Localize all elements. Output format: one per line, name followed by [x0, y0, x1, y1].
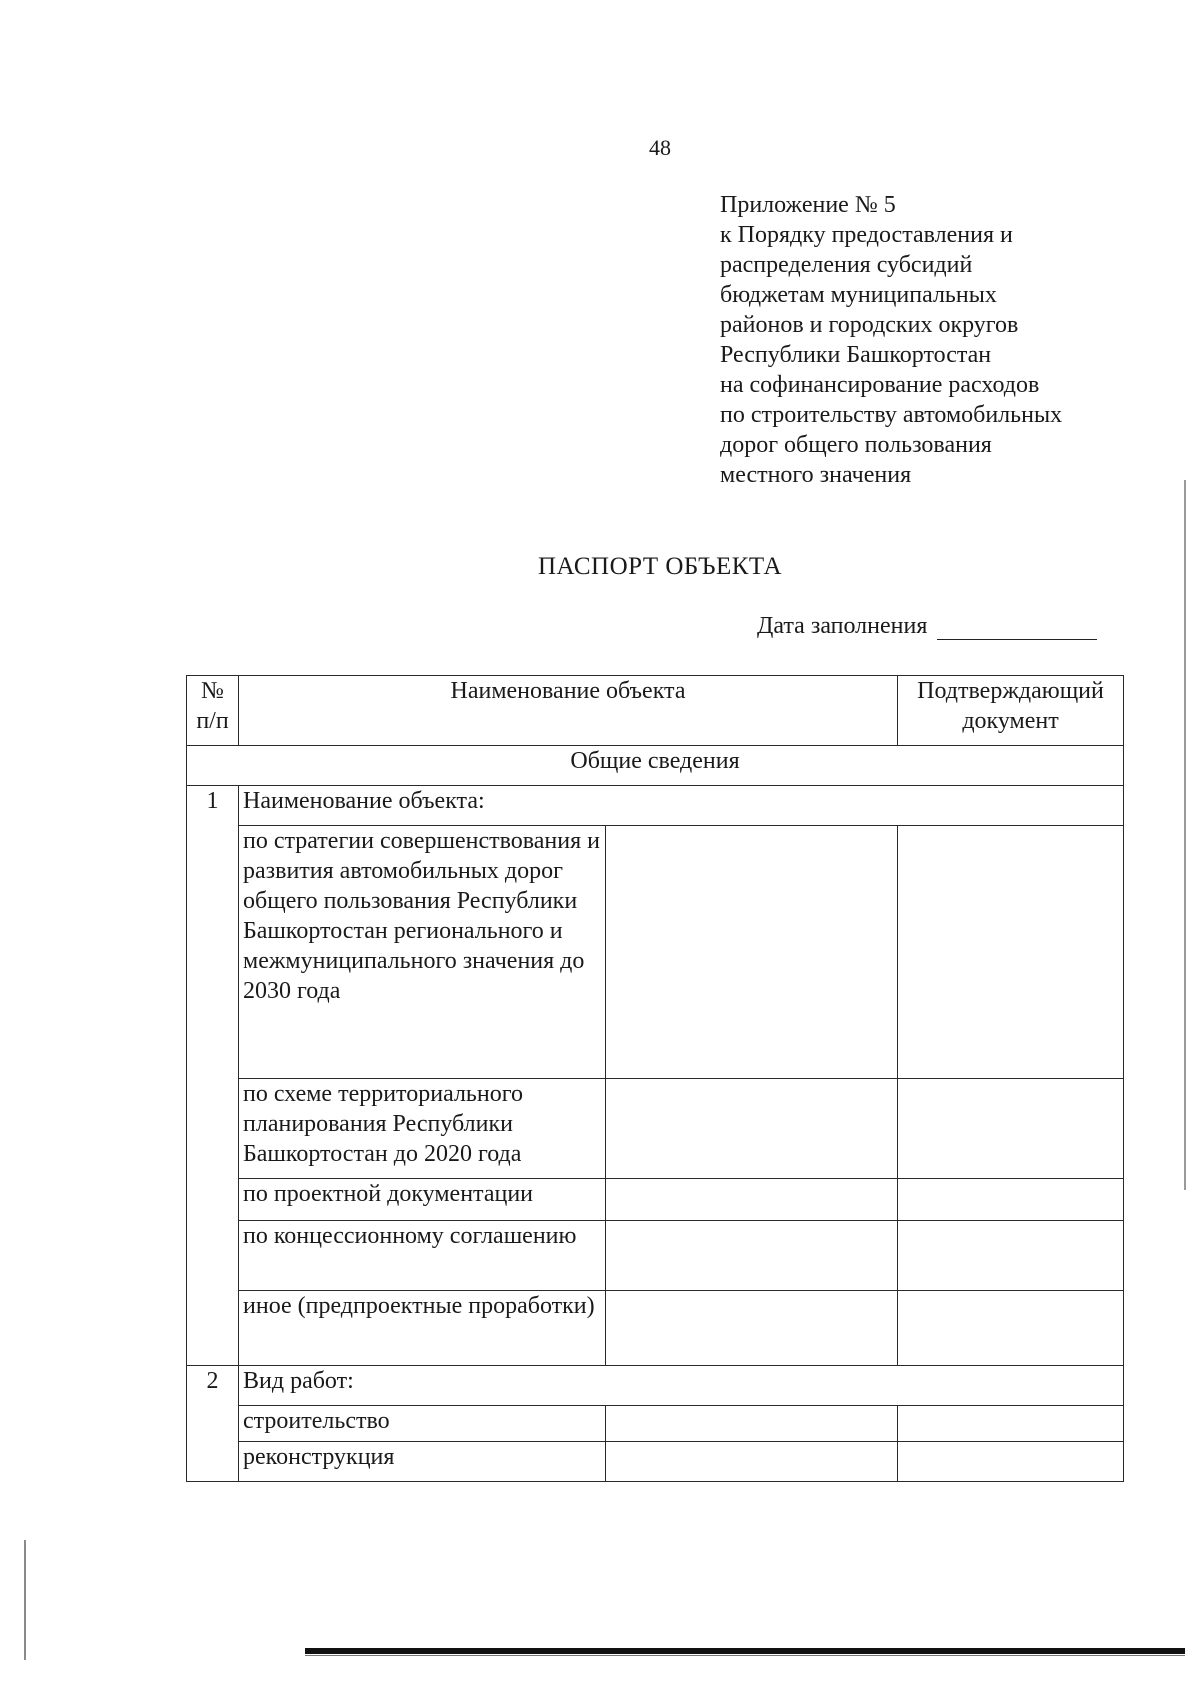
- document-cell[interactable]: [898, 1406, 1124, 1442]
- item-option: по концессионному соглашению: [239, 1221, 606, 1291]
- value-cell[interactable]: [606, 1291, 898, 1366]
- scan-bottom-line: [305, 1655, 1185, 1656]
- item-title: Вид работ:: [239, 1366, 1124, 1406]
- item-option: реконструкция: [239, 1442, 606, 1482]
- fill-date-label: Дата заполнения: [757, 613, 928, 639]
- item-number: 2: [187, 1366, 239, 1482]
- document-cell[interactable]: [898, 1179, 1124, 1221]
- appendix-line: местного значения: [720, 462, 912, 488]
- document-cell[interactable]: [898, 826, 1124, 1079]
- value-cell[interactable]: [606, 1442, 898, 1482]
- item-title: Наименование объекта:: [239, 786, 1124, 826]
- item-option: по проектной документации: [239, 1179, 606, 1221]
- table-row: [187, 1079, 1124, 1179]
- header-num: № п/п: [187, 676, 239, 746]
- fill-date-blank[interactable]: [937, 617, 1097, 640]
- appendix-line: дорог общего пользования: [720, 432, 992, 458]
- appendix-line: распределения субсидий: [720, 252, 973, 278]
- fill-date: [757, 613, 1097, 640]
- document-cell[interactable]: [898, 1079, 1124, 1179]
- appendix-line: Приложение № 5: [720, 192, 896, 218]
- document-cell[interactable]: [898, 1291, 1124, 1366]
- scan-edge-line-right: [1184, 480, 1186, 1190]
- item-option: иное (предпроектные проработки): [239, 1291, 606, 1366]
- item-option: по стратегии совершенствования и развития автомобильных дорог общего пользования Республики Башкортостан регионального и межмуниципального значения до 2030 года: [239, 826, 606, 1079]
- table-row: [187, 1406, 1124, 1442]
- value-cell[interactable]: [606, 1406, 898, 1442]
- value-cell[interactable]: [606, 826, 898, 1079]
- passport-table: [186, 675, 1124, 1482]
- header-name: Наименование объекта: [239, 676, 898, 746]
- document-title: ПАСПОРТ ОБЪЕКТА: [537, 553, 782, 580]
- item-option: строительство: [239, 1406, 606, 1442]
- table-row: [187, 1366, 1124, 1406]
- appendix-line: Республики Башкортостан: [720, 342, 992, 368]
- appendix-line: на софинансирование расходов: [720, 372, 1040, 398]
- table-header-row: [187, 676, 1124, 746]
- section-title: Общие сведения: [187, 746, 1124, 786]
- value-cell[interactable]: [606, 1079, 898, 1179]
- table-row: [187, 826, 1124, 1079]
- table-row: [187, 786, 1124, 826]
- appendix-line: по строительству автомобильных: [720, 402, 1063, 428]
- appendix-line: к Порядку предоставления и: [720, 222, 1013, 248]
- item-option: по схеме территориального планирования Республики Башкортостан до 2020 года: [239, 1079, 606, 1179]
- item-number: 1: [187, 786, 239, 1366]
- value-cell[interactable]: [606, 1221, 898, 1291]
- document-cell[interactable]: [898, 1442, 1124, 1482]
- appendix-line: районов и городских округов: [720, 312, 1019, 338]
- table-row: [187, 1442, 1124, 1482]
- appendix-line: бюджетам муниципальных: [720, 282, 997, 308]
- scan-edge-line-left: [24, 1540, 26, 1660]
- appendix-block: [720, 190, 1160, 490]
- value-cell[interactable]: [606, 1179, 898, 1221]
- table-row: [187, 1179, 1124, 1221]
- table-row: [187, 1221, 1124, 1291]
- section-row: [187, 746, 1124, 786]
- header-doc: Подтверждающий документ: [898, 676, 1124, 746]
- table-row: [187, 1291, 1124, 1366]
- scan-bottom-bar: [305, 1648, 1185, 1654]
- page-number: 48: [649, 135, 671, 160]
- document-cell[interactable]: [898, 1221, 1124, 1291]
